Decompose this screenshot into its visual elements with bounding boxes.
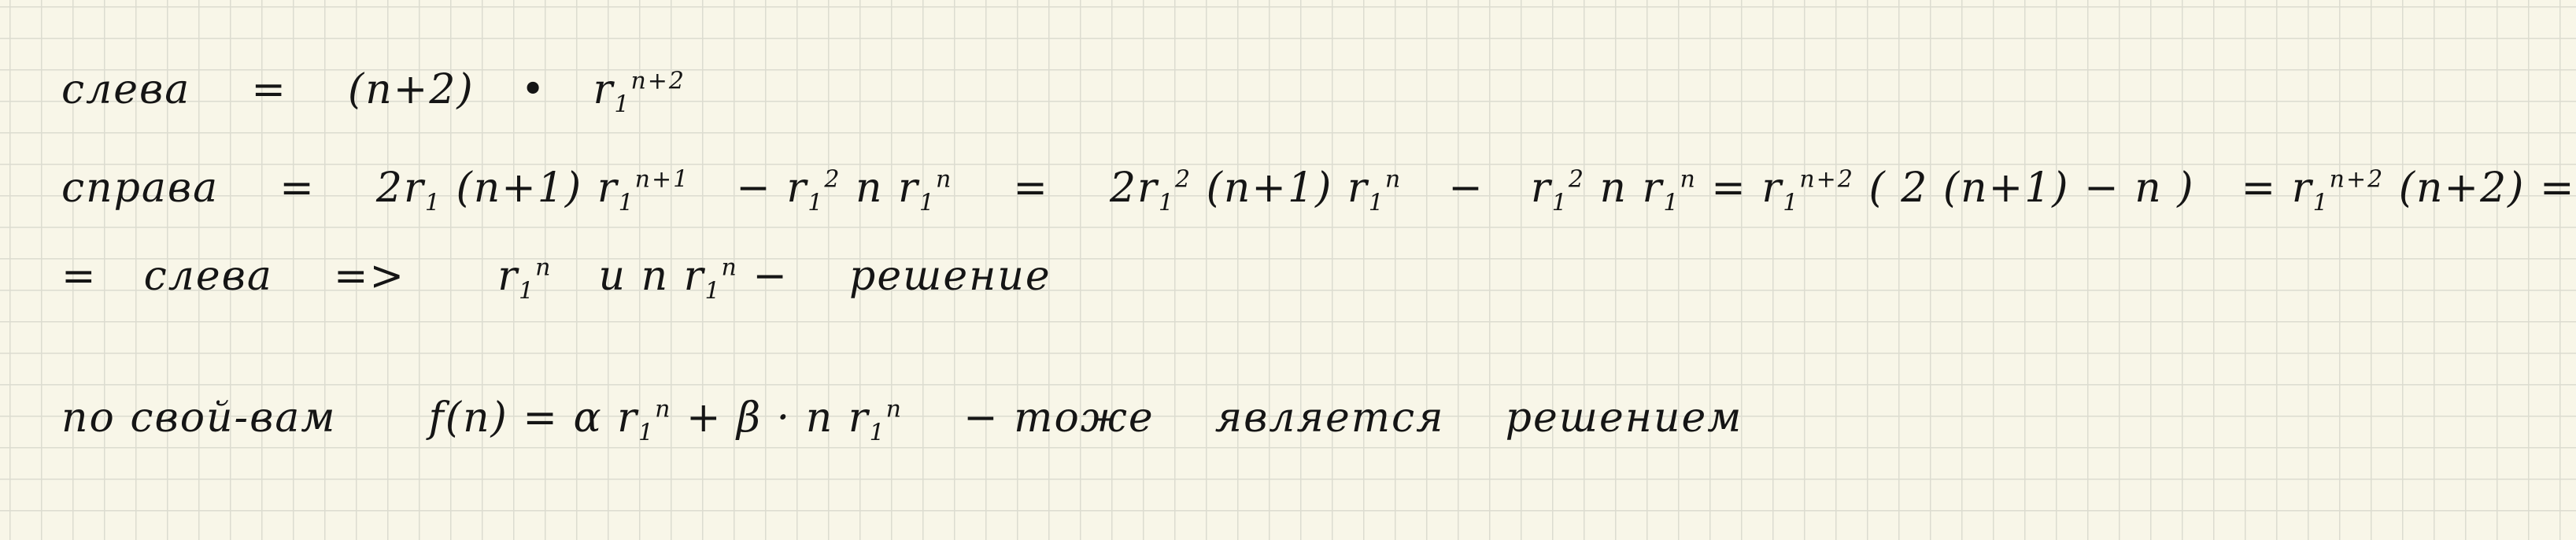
word-left: слева bbox=[143, 253, 273, 300]
equals-sign: = bbox=[2241, 165, 2278, 212]
word-also: − тоже bbox=[963, 394, 1155, 442]
term-n-plus-1-r: (n+1) r bbox=[456, 165, 619, 212]
exponent: 2 bbox=[1175, 165, 1192, 194]
word-right: справа bbox=[61, 165, 220, 212]
subscript: 1 bbox=[2312, 189, 2330, 217]
general-solution-line bbox=[61, 394, 1743, 447]
exponent: n bbox=[885, 395, 903, 423]
exponent: n+2 bbox=[2329, 165, 2385, 194]
subscript: 1 bbox=[1663, 189, 1680, 217]
term-r: r bbox=[2291, 165, 2313, 212]
conclusion-line bbox=[61, 253, 1051, 305]
exponent: n bbox=[721, 253, 738, 282]
subscript: 1 bbox=[638, 419, 656, 447]
subscript: 1 bbox=[519, 277, 536, 305]
subscript: 1 bbox=[808, 189, 825, 217]
minus-sign: − bbox=[736, 165, 772, 212]
exponent: n bbox=[1680, 165, 1697, 194]
factor-n-plus-2: (n+2) bbox=[347, 66, 475, 113]
minus-sign: − bbox=[1448, 165, 1484, 212]
term-r: r bbox=[1530, 165, 1552, 212]
equation-right-side bbox=[61, 165, 2576, 217]
term-2r: 2r bbox=[1109, 165, 1159, 212]
word-is: является bbox=[1214, 394, 1445, 442]
exponent: n bbox=[935, 165, 953, 194]
term-2r: 2r bbox=[375, 165, 425, 212]
equation-left-side bbox=[61, 66, 686, 119]
term-r: r bbox=[1761, 165, 1783, 212]
implies-arrow: => bbox=[333, 253, 406, 300]
r-base: r bbox=[593, 66, 615, 113]
subscript: 1 bbox=[869, 419, 886, 447]
equals-sign: = bbox=[1711, 165, 1747, 212]
subscript: 1 bbox=[424, 189, 442, 217]
exponent: 2 bbox=[1568, 165, 1585, 194]
term-n-r: n r bbox=[641, 253, 705, 300]
term-n-plus-2: (n+2) bbox=[2398, 165, 2526, 212]
term-n-r: n r bbox=[1599, 165, 1664, 212]
subscript: 1 bbox=[1551, 189, 1569, 217]
exponent: n+2 bbox=[1799, 165, 1854, 194]
exponent: n bbox=[655, 395, 672, 423]
word-and: и bbox=[598, 253, 627, 300]
word-solution: решением bbox=[1505, 394, 1743, 442]
equals-sign: = bbox=[61, 253, 98, 300]
function-f-n: f(n) = α r bbox=[428, 394, 638, 442]
equals-sign: = bbox=[1013, 165, 1049, 212]
word-left: слева bbox=[61, 66, 191, 113]
equals-sign: = bbox=[279, 165, 316, 212]
dash: − bbox=[752, 253, 789, 300]
r-subscript: 1 bbox=[614, 91, 631, 119]
equals-sign: = bbox=[251, 66, 287, 113]
subscript: 1 bbox=[1783, 189, 1800, 217]
term-bracket: ( 2 (n+1) − n ) bbox=[1868, 165, 2195, 212]
beta-term: β · n r bbox=[737, 394, 870, 442]
word-solution: решение bbox=[849, 253, 1051, 300]
subscript: 1 bbox=[618, 189, 635, 217]
subscript: 1 bbox=[704, 277, 722, 305]
term-n-plus-1-r: (n+1) r bbox=[1206, 165, 1369, 212]
subscript: 1 bbox=[1158, 189, 1176, 217]
dot-operator: • bbox=[520, 66, 547, 113]
subscript: 1 bbox=[1368, 189, 1385, 217]
exponent: n+1 bbox=[634, 165, 690, 194]
term-n-r: n r bbox=[855, 165, 919, 212]
plus-sign: + bbox=[686, 394, 723, 442]
exponent: n bbox=[1384, 165, 1403, 194]
term-r: r bbox=[497, 253, 519, 300]
term-r: r bbox=[786, 165, 808, 212]
exponent: 2 bbox=[824, 165, 841, 194]
r-exponent: n+2 bbox=[630, 67, 686, 95]
equals-sign: = bbox=[2539, 165, 2576, 212]
prefix-by-properties: по свой-вам bbox=[61, 394, 337, 442]
subscript: 1 bbox=[918, 189, 936, 217]
exponent: n bbox=[535, 253, 553, 282]
